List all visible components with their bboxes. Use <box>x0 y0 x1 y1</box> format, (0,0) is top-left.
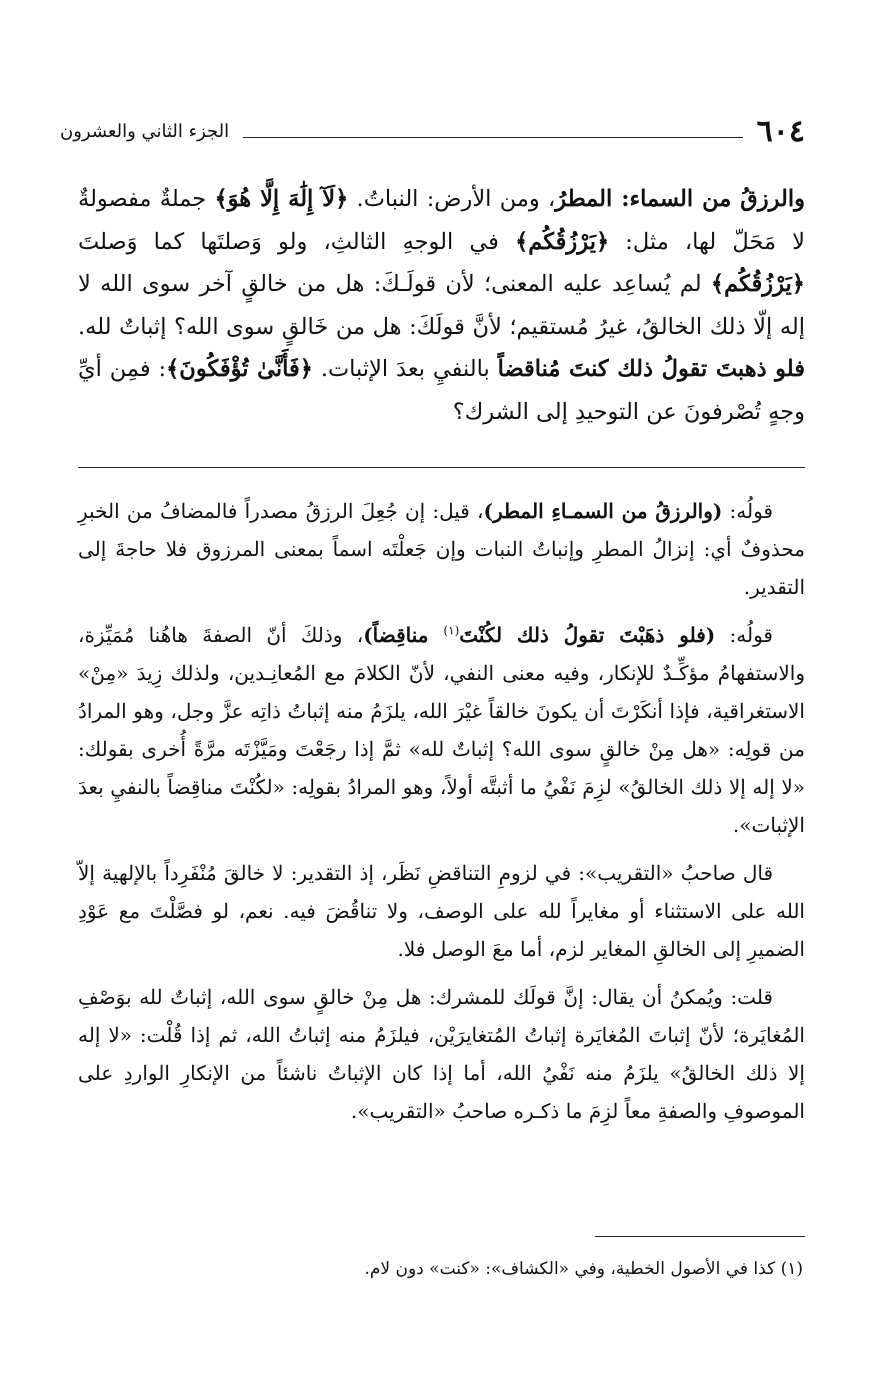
text-run: جملةٌ مفصولةٌ لا مَحَلّ لها، مثل: <box>78 186 805 255</box>
quran-quote: ﴿يَرْزُقُكُم﴾ <box>710 271 805 298</box>
commentary <box>78 492 805 1140</box>
commentary-paragraph: قال صاحبُ «التقريب»: في لزومِ التناقضِ نَظَر، إذ التقدير: لا خالقَ مُنْفَرِداً بالإلهية إلاّ الله على الاستثناء أو مغايراً لله على الوصف، ولا تناقُضَ فيه. نعم، لو فصَّلْتَ مع عَوْدِ الضميرِ إلى الخالقِ المغاير لزم، أما معَ الوصل فلا. <box>78 861 805 961</box>
text-run: لم يُساعِد عليه المعنى؛ لأن قولَـكَ: هل من خالقٍ آخر سوى الله لا إله إلّا ذلك الخالقُ، غيرُ مُستقيم؛ لأنَّ قولَكَ: هل من خَالقٍ سوى الله؟ إثباتٌ لله. <box>78 271 805 340</box>
text-run: ، ومن الأرض: النباتُ. <box>348 186 556 212</box>
commentary-paragraph <box>78 616 805 844</box>
text-run: في الوجهِ الثالثِ، ولو وَصلتَها كما وَصلتَ <box>78 228 516 255</box>
header-rule <box>243 137 743 138</box>
main-text <box>78 178 805 434</box>
bold-phrase: مناقِضاً) <box>363 623 444 647</box>
footnote: (١) كذا في الأصول الخطية، وفي «الكشاف»: «كنت» دون لام. <box>364 1259 803 1279</box>
footnote-rule <box>595 1236 805 1237</box>
quran-quote: ﴿يَرْزُقُكُم﴾ <box>515 228 610 255</box>
bold-phrase: والرزقُ من السماء: المطرُ <box>555 186 805 212</box>
page-number: ٦٠٤ <box>756 114 805 149</box>
text-run: بالنفيِ بعدَ الإثبات. <box>312 356 498 383</box>
page-header <box>60 112 805 152</box>
text-run: قولُه: <box>715 623 773 647</box>
section-divider <box>78 467 805 468</box>
text-run: قولُه: <box>722 499 773 523</box>
bold-phrase: (فلو ذهَبْتَ تقولُ ذلك لكُنْتَ <box>459 623 716 647</box>
text-run: ، وذلكَ أنّ الصفةَ هاهُنا مُمَيِّزة، والاستفهامُ مؤكِّـدٌ للإنكار، وفيه معنى النفي، لأنّ الكلامَ مع المُعانِـدين، ولذلك زِيدَ «مِنْ» الاستغراقية، فإذا أنكَرْتَ أن يكونَ خالقاً غيْرَ الله، يلزَمُ منه إثباتُ ذاتِه عزَّ وجل، وهو المرادُ من قولِه: «هل مِنْ خالقٍ سوى الله؟ إثباتٌ لله» ثمَّ إذا رجَعْتَ ومَيَّزْتَه مرَّةً أُخرى بقولك: «لا إله إلا ذلك الخالقُ» لزِمَ نَفْيُ ما أثبتَّه أولاً، وهو المرادُ بقولِه: «لكُنْتَ مناقِضاً بالنفيِ بعدَ الإثبات». <box>78 623 805 837</box>
text-run: ، قيل: إن جُعِلَ الرزقُ مصدراً فالمضافُ من الخبرِ محذوفٌ أي: إنزالُ المطرِ وإنباتُ النبات وإن جَعلْتَه اسماً بمعنى المرزوق فلا حاجةَ إلى التقدير. <box>78 499 805 599</box>
commentary-paragraph: قلت: ويُمكنُ أن يقال: إنَّ قولَك للمشرك: هل مِنْ خالقٍ سوى الله، إثباتٌ لله بوَصْفِ المُغايَرة؛ لأنّ إثباتَ المُغايَرة إثباتُ المُتغايرَيْن، فيلزَمُ منه إثباتُ الله، ثم إذا قُلْت: «لا إله إلا ذلك الخالقُ» يلزَمُ منه نَفْيُ الله، أما إذا كان الإثباتُ ناشئاً من الإنكارِ الواردِ على الموصوفِ والصفةِ معاً لزِمَ ما ذكـره صاحبُ «التقريب». <box>78 985 805 1123</box>
bold-phrase: (والرزقُ من السمـاءِ المطر) <box>483 499 723 523</box>
running-title: الجزء الثاني والعشرون <box>60 121 230 142</box>
quran-quote: ﴿فَأَنَّىٰ تُؤْفَكُونَ﴾ <box>166 356 313 383</box>
text-run: : فمِن أيِّ وجهٍ تُصْرفونَ عن التوحيدِ إلى الشرك؟ <box>78 356 805 425</box>
quran-quote: ﴿لَآ إِلَٰهَ إِلَّا هُوَ﴾ <box>214 186 349 212</box>
bold-phrase: فلو ذهبتَ تقولُ ذلك كنتَ مُناقضاً <box>497 356 805 383</box>
footnote-marker: (١) <box>443 623 460 638</box>
commentary-paragraph <box>78 492 805 606</box>
main-paragraph <box>78 178 805 434</box>
